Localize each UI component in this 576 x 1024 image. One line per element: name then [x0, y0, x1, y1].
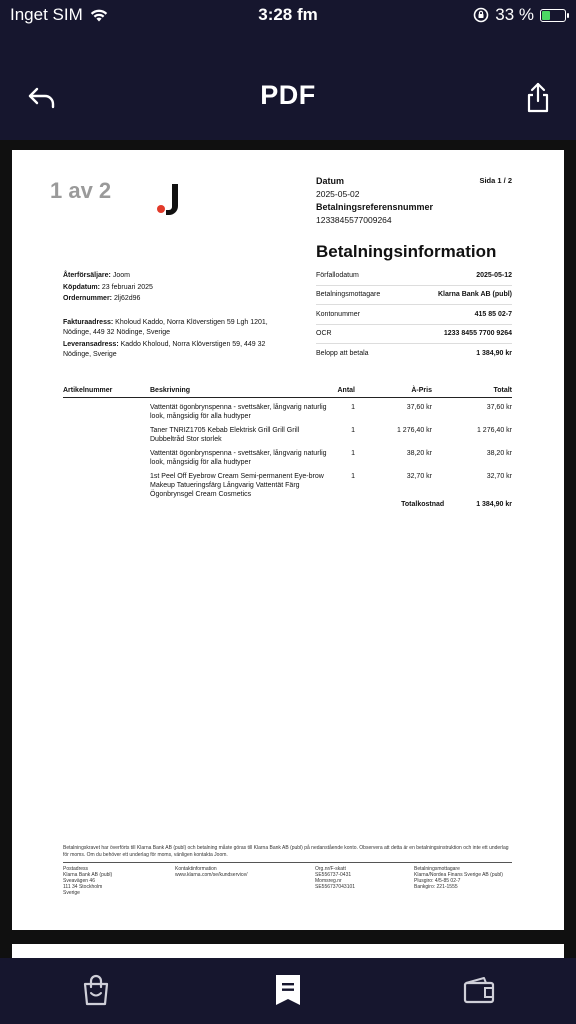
clock: 3:28 fm [258, 5, 318, 24]
order-label: Ordernummer: [63, 295, 113, 302]
invoice-meta [316, 175, 516, 227]
date-label: Datum [316, 176, 345, 186]
description-cell: Vattentät ögonbrynspenna - svettsäker, långvarig naturlig look, mångsidig för alla hudtyper [150, 450, 327, 466]
payment-info-table [316, 266, 512, 364]
column-header: Artikelnummer [63, 387, 113, 394]
joom-logo [156, 182, 184, 216]
purchase-date-value: 23 februari 2025 [101, 283, 153, 291]
page-counter: 1 av 2 [50, 178, 112, 203]
items-header [63, 384, 512, 398]
payment-row [316, 305, 512, 325]
footer-line: Klarna/Nordea Finans Sverige AB (publ) [414, 872, 503, 878]
nav-header [0, 60, 576, 136]
footer-line: Sveavägen 46 [63, 878, 95, 884]
payment-note: Betalningskravet har överförts till Klarna Bank AB (publ) och betalning måste göras till Klarna Bank AB (publ) på nedanstående konto. Observera att detta är en betalningsinstruktion och inte ett underlag för moms. Om du behöver ett underlag för moms, vänligen kontakta Joom. [63, 845, 509, 858]
grand-total [63, 501, 512, 508]
payment-row-label: Kontonummer [316, 310, 360, 318]
quantity-cell: 1 [351, 473, 355, 480]
billing-value: Kholoud Kaddo, Norra Klöverstigen 59 Lgh 1201, Nödinge, 449 32 Nödinge, Sverige [63, 319, 268, 336]
billing-label: Fakturaadress: [63, 319, 114, 326]
total-cell: 38,20 kr [486, 450, 512, 457]
page-title: PDF [260, 80, 316, 110]
footer-line: Kontaktinformation [175, 866, 217, 872]
footer-line: www.klarna.com/se/kundservice/ [175, 872, 248, 878]
pdf-page[interactable] [12, 150, 564, 930]
nav-wallet[interactable] [459, 970, 499, 1010]
table-row [63, 398, 512, 421]
payment-row-value: 415 85 02-7 [474, 310, 512, 318]
battery-icon [540, 9, 566, 22]
payment-row-value: 1 384,90 kr [476, 350, 512, 358]
seller-info [63, 270, 293, 305]
payment-row-value: Klarna Bank AB (publ) [437, 291, 512, 299]
footer-line: Bankgiro: 221-1555 [414, 884, 458, 890]
share-icon [525, 82, 551, 114]
divider [63, 862, 512, 863]
total-cell: 32,70 kr [486, 473, 512, 480]
delivery-label: Leveransadress: [63, 341, 119, 348]
description-cell: Taner TNRIZ1705 Kebab Elektrisk Grill Grill Grill Dubbeltråd Stor storlek [150, 427, 300, 443]
payment-row [316, 266, 512, 286]
shopping-bag-icon [80, 973, 112, 1007]
payment-info-title: Betalningsinformation [316, 242, 497, 261]
address-block [63, 318, 283, 362]
footer-column [175, 866, 315, 896]
payment-row [316, 286, 512, 306]
total-cell: 1 276,40 kr [476, 427, 512, 434]
article-cell [63, 403, 150, 421]
payment-row-value: 1233 8455 7700 9264 [443, 330, 512, 338]
footer-line: Org.nr/F-skatt [315, 866, 346, 872]
payment-row-value: 2025-05-12 [476, 271, 512, 279]
column-header: À-Pris [411, 387, 432, 394]
footer-line: Betalningsmottagare [414, 866, 460, 872]
description-cell: 1st Peel Off Eyebrow Cream Semi-permanent Eye-brow Makeup Tatueringsfärg Långvarig Vattentät Färg Ögonbrynsgel Cream Cosmetics [150, 473, 324, 498]
status-right [473, 5, 566, 25]
seller-value: Joom [112, 272, 130, 279]
reference-label: Betalningsreferensnummer [316, 202, 434, 212]
footer-column [63, 866, 175, 896]
article-cell [63, 472, 150, 499]
description-cell: Vattentät ögonbrynspenna - svettsäker, långvarig naturlig look, mångsidig för alla hudtyper [150, 404, 327, 420]
footer-line: Klarna Bank AB (publ) [63, 872, 113, 878]
footer-column [315, 866, 414, 896]
footer-column [414, 866, 512, 896]
footer-columns [63, 866, 512, 896]
total-value: 1 384,90 kr [476, 501, 512, 508]
footer-line: SE556737043101 [315, 884, 356, 890]
total-cell: 37,60 kr [486, 404, 512, 411]
footer-line: Sverige [63, 890, 80, 896]
table-row [63, 467, 512, 499]
delivery-value: Kaddo Kholoud, Norra Klöverstigen 59, 449 32 Nödinge, Sverige [63, 341, 266, 358]
purchase-date-label: Köpdatum: [63, 283, 100, 291]
footer-line: Postadress [63, 866, 89, 872]
quantity-cell: 1 [351, 427, 355, 434]
footer-line: Plusgiro: 4/5-85 02-7 [414, 878, 461, 884]
article-cell [63, 426, 150, 444]
sheet-page-number: Sida 1 / 2 [479, 176, 512, 185]
payment-row [316, 344, 512, 364]
seller-label: Återförsäljare: [63, 272, 111, 279]
pdf-viewer[interactable] [0, 140, 576, 958]
article-cell [63, 449, 150, 467]
nav-shop[interactable] [76, 970, 116, 1010]
table-row [63, 444, 512, 467]
table-row [63, 421, 512, 444]
order-value: 2lj62d96 [113, 295, 141, 302]
carrier-label: Inget SIM [10, 5, 83, 24]
status-bar [0, 0, 576, 32]
reference-value: 1233845577009264 [316, 215, 392, 225]
column-header: Totalt [493, 387, 512, 394]
footer-line: Momsreg.nr [315, 878, 342, 884]
price-cell: 32,70 kr [406, 473, 432, 480]
total-label: Totalkostnad [401, 501, 445, 508]
quantity-cell: 1 [351, 450, 355, 457]
items-table [63, 384, 512, 508]
footer-line: SE556737-0431 [315, 872, 352, 878]
payment-row-label: Betalningsmottagare [316, 291, 381, 299]
column-header: Antal [337, 387, 355, 394]
payment-row-label: Belopp att betala [316, 350, 369, 358]
wallet-icon [462, 975, 496, 1005]
battery-percent: 33 % [495, 5, 534, 24]
payment-row-label: Förfallodatum [316, 271, 359, 279]
orientation-lock-icon [473, 7, 489, 23]
receipt-icon [273, 972, 303, 1008]
quantity-cell: 1 [351, 404, 355, 411]
price-cell: 37,60 kr [406, 404, 432, 411]
payment-row-label: OCR [316, 330, 332, 338]
payment-row [316, 325, 512, 345]
column-header: Beskrivning [150, 387, 191, 394]
nav-receipts[interactable] [268, 970, 308, 1010]
bottom-nav [0, 958, 576, 1024]
footer-line: 111 34 Stockholm [63, 884, 103, 890]
price-cell: 38,20 kr [406, 450, 432, 457]
date-value: 2025-05-02 [316, 189, 360, 199]
pdf-page-next[interactable] [12, 944, 564, 958]
share-button[interactable] [520, 78, 556, 118]
price-cell: 1 276,40 kr [396, 427, 432, 434]
